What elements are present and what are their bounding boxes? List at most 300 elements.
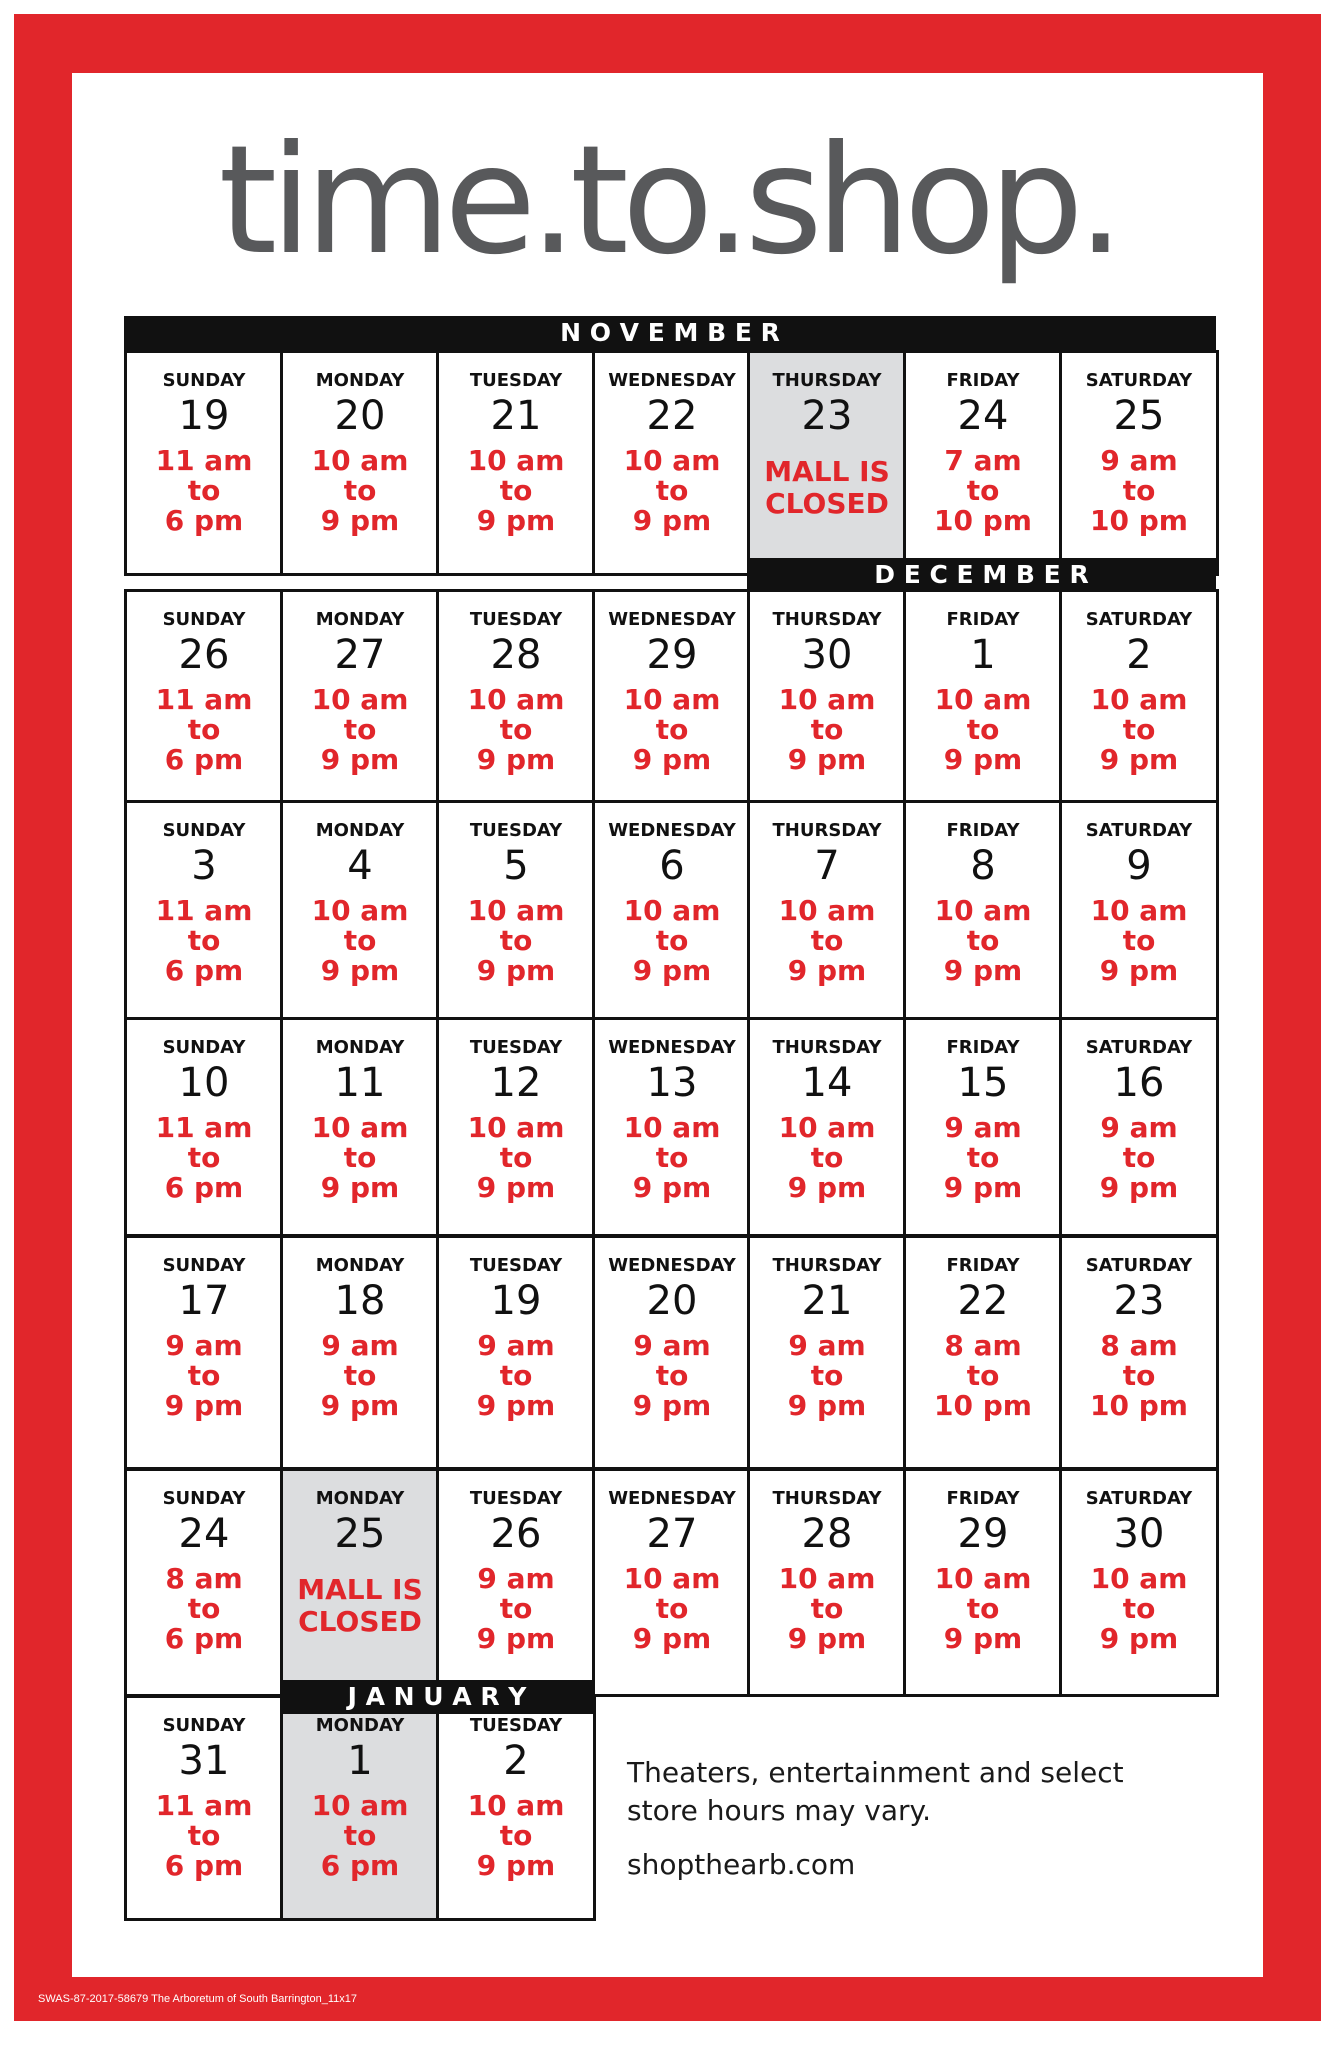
- date-number: 26: [490, 1511, 542, 1557]
- day-of-week-label: FRIDAY: [946, 820, 1020, 841]
- store-hours: [1062, 685, 1216, 775]
- store-hours-line: 9 pm: [320, 743, 400, 776]
- date-number: 28: [490, 632, 542, 678]
- store-hours-line: 9 pm: [632, 1389, 712, 1422]
- date-number: 18: [334, 1278, 386, 1324]
- store-hours-line: 9 pm: [632, 1171, 712, 1204]
- store-hours-line: 11 am: [155, 683, 253, 716]
- store-hours: [283, 1331, 437, 1421]
- website-link[interactable]: shopthearb.com: [627, 1848, 856, 1881]
- date-number: 8: [970, 843, 996, 889]
- store-hours-line: to: [966, 713, 1000, 746]
- calendar-day-cell: [592, 1017, 752, 1237]
- store-hours: [439, 685, 593, 775]
- store-hours-line: to: [187, 1592, 221, 1625]
- store-hours-line: 9 pm: [476, 1171, 556, 1204]
- calendar-day-cell: [436, 1017, 596, 1237]
- store-hours: [906, 446, 1060, 536]
- store-hours: [750, 1331, 904, 1421]
- day-of-week-label: WEDNESDAY: [608, 370, 736, 391]
- store-hours-line: to: [966, 474, 1000, 507]
- store-hours: [283, 1791, 437, 1881]
- day-of-week-label: THURSDAY: [772, 1488, 882, 1509]
- store-hours: [127, 1564, 281, 1654]
- store-hours-line: 10 am: [467, 1789, 565, 1822]
- store-hours-line: to: [187, 924, 221, 957]
- store-hours-line: 11 am: [155, 444, 253, 477]
- store-hours-line: 6 pm: [164, 743, 244, 776]
- calendar-day-cell: [124, 589, 284, 803]
- store-hours-line: to: [187, 1141, 221, 1174]
- date-number: 10: [178, 1060, 230, 1106]
- store-hours-line: 10 am: [778, 1562, 876, 1595]
- date-number: 6: [659, 843, 685, 889]
- store-hours-line: 10 am: [778, 1111, 876, 1144]
- calendar-day-cell: [1059, 800, 1219, 1020]
- mall-closed-notice: [750, 456, 904, 520]
- store-hours: [1062, 1564, 1216, 1654]
- store-hours-line: 9 pm: [1099, 743, 1179, 776]
- calendar-day-cell: [280, 800, 440, 1020]
- calendar-day-cell: [1059, 1017, 1219, 1237]
- store-hours-line: 6 pm: [320, 1849, 400, 1882]
- day-of-week-label: TUESDAY: [469, 1488, 563, 1509]
- store-hours-line: 9 pm: [476, 743, 556, 776]
- calendar-day-cell: [436, 589, 596, 803]
- calendar-day-cell: [903, 1235, 1063, 1470]
- month-band-january: J A N U A R Y: [280, 1680, 594, 1714]
- store-hours: [283, 896, 437, 986]
- store-hours: [595, 1564, 749, 1654]
- date-number: 29: [646, 632, 698, 678]
- date-number: 30: [801, 632, 853, 678]
- date-number: 27: [646, 1511, 698, 1557]
- store-hours: [439, 1331, 593, 1421]
- store-hours-line: 9 am: [477, 1562, 555, 1595]
- page-title: time.to.shop.: [218, 114, 1118, 288]
- store-hours-line: to: [810, 1141, 844, 1174]
- date-number: 22: [957, 1278, 1009, 1324]
- store-hours-line: to: [499, 924, 533, 957]
- store-hours: [906, 896, 1060, 986]
- store-hours-line: 9 pm: [1099, 1622, 1179, 1655]
- calendar-day-cell: [592, 1235, 752, 1470]
- calendar-day-cell: [436, 350, 596, 576]
- store-hours-line: 10 am: [623, 894, 721, 927]
- month-band-december: D E C E M B E R: [747, 558, 1216, 592]
- calendar-day-cell: [280, 1235, 440, 1470]
- store-hours: [1062, 896, 1216, 986]
- store-hours-line: to: [966, 1592, 1000, 1625]
- store-hours-line: to: [655, 924, 689, 957]
- day-of-week-label: SUNDAY: [162, 370, 246, 391]
- calendar-day-cell: [124, 800, 284, 1020]
- store-hours-line: 9 pm: [787, 1171, 867, 1204]
- store-hours-line: 9 pm: [632, 954, 712, 987]
- store-hours-line: 9 am: [477, 1329, 555, 1362]
- store-hours-line: 9 pm: [476, 1389, 556, 1422]
- day-of-week-label: SATURDAY: [1085, 609, 1193, 630]
- store-hours: [595, 1331, 749, 1421]
- store-hours-line: to: [343, 924, 377, 957]
- store-hours: [127, 1113, 281, 1203]
- store-hours-line: 9 am: [633, 1329, 711, 1362]
- store-hours: [127, 685, 281, 775]
- store-hours-line: 8 am: [944, 1329, 1022, 1362]
- calendar-day-cell: [436, 800, 596, 1020]
- store-hours-line: 9 pm: [787, 954, 867, 987]
- store-hours-line: to: [1122, 924, 1156, 957]
- store-hours-line: 10 am: [934, 683, 1032, 716]
- day-of-week-label: SATURDAY: [1085, 1255, 1193, 1276]
- day-of-week-label: MONDAY: [315, 1255, 405, 1276]
- store-hours: [439, 1113, 593, 1203]
- day-of-week-label: FRIDAY: [946, 609, 1020, 630]
- date-number: 7: [814, 843, 840, 889]
- store-hours-line: 9 pm: [632, 743, 712, 776]
- date-number: 31: [178, 1738, 230, 1784]
- store-hours-line: to: [499, 1359, 533, 1392]
- date-number: 17: [178, 1278, 230, 1324]
- store-hours-line: 10 am: [311, 683, 409, 716]
- store-hours: [750, 896, 904, 986]
- store-hours: [283, 1113, 437, 1203]
- date-number: 2: [503, 1738, 529, 1784]
- store-hours-line: 9 pm: [320, 1171, 400, 1204]
- store-hours-line: 10 am: [467, 894, 565, 927]
- calendar-day-cell: [124, 1695, 284, 1921]
- store-hours-line: 6 pm: [164, 1849, 244, 1882]
- calendar-day-cell: [280, 350, 440, 576]
- store-hours-note-line-1: Theaters, entertainment and select: [627, 1756, 1124, 1789]
- store-hours-line: to: [1122, 474, 1156, 507]
- store-hours-note-line-2: store hours may vary.: [627, 1794, 931, 1827]
- store-hours-line: 6 pm: [164, 504, 244, 537]
- date-number: 15: [957, 1060, 1009, 1106]
- day-of-week-label: FRIDAY: [946, 1488, 1020, 1509]
- store-hours-line: MALL IS: [297, 1573, 423, 1606]
- date-number: 20: [646, 1278, 698, 1324]
- store-hours: [750, 685, 904, 775]
- date-number: 30: [1113, 1511, 1165, 1557]
- date-number: 21: [801, 1278, 853, 1324]
- store-hours-line: 11 am: [155, 894, 253, 927]
- store-hours: [127, 896, 281, 986]
- date-number: 3: [191, 843, 217, 889]
- store-hours-line: 6 pm: [164, 1171, 244, 1204]
- store-hours-line: 10 am: [623, 1111, 721, 1144]
- calendar-day-cell: [1059, 589, 1219, 803]
- store-hours-line: 10 am: [623, 1562, 721, 1595]
- store-hours-line: 6 pm: [164, 1622, 244, 1655]
- store-hours-line: to: [810, 924, 844, 957]
- calendar-day-cell: [592, 800, 752, 1020]
- store-hours-line: to: [499, 713, 533, 746]
- store-hours-line: to: [343, 474, 377, 507]
- store-hours: [906, 1564, 1060, 1654]
- store-hours-line: to: [187, 474, 221, 507]
- date-number: 2: [1126, 632, 1152, 678]
- store-hours: [439, 1791, 593, 1881]
- store-hours-line: 9 pm: [943, 1171, 1023, 1204]
- calendar-day-cell: [747, 1017, 907, 1237]
- store-hours-line: 9 pm: [1099, 954, 1179, 987]
- day-of-week-label: THURSDAY: [772, 1255, 882, 1276]
- date-number: 13: [646, 1060, 698, 1106]
- store-hours-line: 9 pm: [787, 1389, 867, 1422]
- store-hours-line: 11 am: [155, 1789, 253, 1822]
- store-hours-line: 10 am: [623, 444, 721, 477]
- calendar-day-cell: [903, 800, 1063, 1020]
- date-number: 16: [1113, 1060, 1165, 1106]
- day-of-week-label: THURSDAY: [772, 370, 882, 391]
- calendar-day-cell: [436, 1468, 596, 1697]
- store-hours-line: to: [655, 474, 689, 507]
- calendar-day-cell: [903, 350, 1063, 576]
- day-of-week-label: FRIDAY: [946, 1255, 1020, 1276]
- store-hours: [595, 896, 749, 986]
- store-hours-line: 10 am: [623, 683, 721, 716]
- store-hours: [906, 685, 1060, 775]
- date-number: 24: [957, 393, 1009, 439]
- store-hours-line: to: [499, 1819, 533, 1852]
- calendar-day-cell: [592, 1468, 752, 1697]
- calendar-day-cell: [747, 1235, 907, 1470]
- calendar-day-cell: [1059, 1235, 1219, 1470]
- day-of-week-label: TUESDAY: [469, 1715, 563, 1736]
- store-hours-line: to: [1122, 713, 1156, 746]
- store-hours-line: 8 am: [165, 1562, 243, 1595]
- store-hours-line: 10 pm: [1090, 504, 1188, 537]
- store-hours-line: 10 am: [311, 444, 409, 477]
- day-of-week-label: WEDNESDAY: [608, 609, 736, 630]
- store-hours-line: 9 am: [1100, 1111, 1178, 1144]
- day-of-week-label: SATURDAY: [1085, 370, 1193, 391]
- day-of-week-label: SUNDAY: [162, 609, 246, 630]
- date-number: 23: [1113, 1278, 1165, 1324]
- date-number: 11: [334, 1060, 386, 1106]
- store-hours-line: 9 pm: [787, 743, 867, 776]
- store-hours-line: 9 pm: [320, 954, 400, 987]
- store-hours-line: 10 am: [1090, 1562, 1188, 1595]
- calendar-day-cell: [436, 1695, 596, 1921]
- store-hours-line: 10 am: [467, 444, 565, 477]
- store-hours-line: 10 am: [934, 1562, 1032, 1595]
- day-of-week-label: SUNDAY: [162, 820, 246, 841]
- date-number: 29: [957, 1511, 1009, 1557]
- store-hours-line: 10 am: [778, 683, 876, 716]
- store-hours-line: 9 pm: [476, 954, 556, 987]
- date-number: 5: [503, 843, 529, 889]
- store-hours-line: 10 am: [311, 1789, 409, 1822]
- store-hours-line: 10 am: [934, 894, 1032, 927]
- store-hours-line: 10 am: [311, 1111, 409, 1144]
- day-of-week-label: MONDAY: [315, 609, 405, 630]
- store-hours-line: 10 am: [1090, 894, 1188, 927]
- store-hours: [127, 446, 281, 536]
- store-hours-line: to: [810, 713, 844, 746]
- store-hours-line: 9 pm: [943, 743, 1023, 776]
- store-hours: [283, 685, 437, 775]
- date-number: 1: [970, 632, 996, 678]
- store-hours: [750, 1113, 904, 1203]
- day-of-week-label: MONDAY: [315, 820, 405, 841]
- store-hours-line: to: [655, 713, 689, 746]
- day-of-week-label: FRIDAY: [946, 1037, 1020, 1058]
- calendar-day-cell: [1059, 350, 1219, 576]
- day-of-week-label: TUESDAY: [469, 370, 563, 391]
- date-number: 26: [178, 632, 230, 678]
- store-hours-line: to: [343, 1141, 377, 1174]
- day-of-week-label: THURSDAY: [772, 1037, 882, 1058]
- store-hours-line: 9 pm: [943, 1622, 1023, 1655]
- footer-job-code: SWAS-87-2017-58679 The Arboretum of South Barrington_11x17: [38, 1993, 357, 2005]
- store-hours-line: to: [655, 1141, 689, 1174]
- calendar-day-cell: [903, 1468, 1063, 1697]
- store-hours: [439, 896, 593, 986]
- calendar-day-cell: [592, 589, 752, 803]
- store-hours-line: 10 am: [778, 894, 876, 927]
- store-hours: [906, 1331, 1060, 1421]
- store-hours-line: to: [343, 1359, 377, 1392]
- store-hours-line: to: [1122, 1141, 1156, 1174]
- store-hours: [1062, 1113, 1216, 1203]
- store-hours-line: 9 pm: [320, 1389, 400, 1422]
- store-hours-line: to: [655, 1359, 689, 1392]
- day-of-week-label: WEDNESDAY: [608, 1037, 736, 1058]
- store-hours: [595, 1113, 749, 1203]
- day-of-week-label: TUESDAY: [469, 1037, 563, 1058]
- store-hours: [906, 1113, 1060, 1203]
- store-hours-line: 7 am: [944, 444, 1022, 477]
- day-of-week-label: TUESDAY: [469, 820, 563, 841]
- store-hours-line: 9 am: [321, 1329, 399, 1362]
- day-of-week-label: WEDNESDAY: [608, 1255, 736, 1276]
- date-number: 9: [1126, 843, 1152, 889]
- store-hours-line: MALL IS: [764, 455, 890, 488]
- store-hours: [439, 1564, 593, 1654]
- store-hours-line: to: [187, 1819, 221, 1852]
- store-hours: [1062, 1331, 1216, 1421]
- store-hours-line: 11 am: [155, 1111, 253, 1144]
- store-hours-line: 10 pm: [1090, 1389, 1188, 1422]
- day-of-week-label: THURSDAY: [772, 609, 882, 630]
- date-number: 22: [646, 393, 698, 439]
- calendar-day-cell: [124, 350, 284, 576]
- store-hours-line: 9 pm: [1099, 1171, 1179, 1204]
- store-hours: [439, 446, 593, 536]
- day-of-week-label: SUNDAY: [162, 1037, 246, 1058]
- store-hours-line: 9 pm: [320, 504, 400, 537]
- day-of-week-label: MONDAY: [315, 1715, 405, 1736]
- store-hours-line: 10 pm: [934, 504, 1032, 537]
- store-hours-line: to: [499, 1592, 533, 1625]
- store-hours-line: to: [810, 1592, 844, 1625]
- store-hours-line: to: [966, 1141, 1000, 1174]
- day-of-week-label: SATURDAY: [1085, 1488, 1193, 1509]
- store-hours-line: CLOSED: [765, 487, 889, 520]
- calendar-day-cell: [124, 1235, 284, 1470]
- store-hours-line: to: [1122, 1359, 1156, 1392]
- date-number: 25: [334, 1511, 386, 1557]
- date-number: 28: [801, 1511, 853, 1557]
- day-of-week-label: TUESDAY: [469, 1255, 563, 1276]
- store-hours-line: 9 am: [1100, 444, 1178, 477]
- store-hours-line: 9 pm: [476, 504, 556, 537]
- store-hours-line: 9 am: [788, 1329, 866, 1362]
- store-hours-line: to: [343, 713, 377, 746]
- calendar-day-cell: [1059, 1468, 1219, 1697]
- calendar-day-cell: [747, 800, 907, 1020]
- day-of-week-label: SUNDAY: [162, 1715, 246, 1736]
- store-hours: [127, 1331, 281, 1421]
- date-number: 4: [347, 843, 373, 889]
- calendar-day-cell: [747, 350, 907, 576]
- calendar-day-cell: [436, 1235, 596, 1470]
- day-of-week-label: WEDNESDAY: [608, 1488, 736, 1509]
- date-number: 24: [178, 1511, 230, 1557]
- store-hours-line: 9 pm: [476, 1849, 556, 1882]
- date-number: 19: [490, 1278, 542, 1324]
- date-number: 25: [1113, 393, 1165, 439]
- store-hours-line: to: [1122, 1592, 1156, 1625]
- store-hours-line: to: [499, 474, 533, 507]
- store-hours-line: 9 pm: [632, 1622, 712, 1655]
- date-number: 19: [178, 393, 230, 439]
- store-hours-line: to: [187, 1359, 221, 1392]
- day-of-week-label: THURSDAY: [772, 820, 882, 841]
- day-of-week-label: SATURDAY: [1085, 820, 1193, 841]
- store-hours: [595, 446, 749, 536]
- store-hours-line: CLOSED: [298, 1605, 422, 1638]
- store-hours-line: 10 pm: [934, 1389, 1032, 1422]
- calendar-day-cell: [280, 1695, 440, 1921]
- calendar-day-cell: [280, 589, 440, 803]
- store-hours: [750, 1564, 904, 1654]
- month-band-november: N O V E M B E R: [124, 316, 1216, 350]
- day-of-week-label: SUNDAY: [162, 1255, 246, 1276]
- store-hours-line: 9 pm: [943, 954, 1023, 987]
- store-hours-line: 10 am: [467, 683, 565, 716]
- store-hours-line: 10 am: [1090, 683, 1188, 716]
- store-hours-line: 9 am: [944, 1111, 1022, 1144]
- date-number: 14: [801, 1060, 853, 1106]
- date-number: 12: [490, 1060, 542, 1106]
- day-of-week-label: MONDAY: [315, 1037, 405, 1058]
- store-hours-line: 6 pm: [164, 954, 244, 987]
- calendar-day-cell: [592, 350, 752, 576]
- date-number: 20: [334, 393, 386, 439]
- day-of-week-label: FRIDAY: [946, 370, 1020, 391]
- store-hours-line: 9 pm: [787, 1622, 867, 1655]
- store-hours-line: to: [343, 1819, 377, 1852]
- day-of-week-label: SATURDAY: [1085, 1037, 1193, 1058]
- calendar-day-cell: [747, 589, 907, 803]
- store-hours: [127, 1791, 281, 1881]
- calendar-day-cell: [124, 1017, 284, 1237]
- day-of-week-label: WEDNESDAY: [608, 820, 736, 841]
- store-hours-line: to: [187, 713, 221, 746]
- store-hours-line: 9 am: [165, 1329, 243, 1362]
- day-of-week-label: TUESDAY: [469, 609, 563, 630]
- store-hours-line: 9 pm: [632, 504, 712, 537]
- store-hours-line: to: [655, 1592, 689, 1625]
- day-of-week-label: SUNDAY: [162, 1488, 246, 1509]
- store-hours: [595, 685, 749, 775]
- date-number: 1: [347, 1738, 373, 1784]
- day-of-week-label: MONDAY: [315, 1488, 405, 1509]
- date-number: 23: [801, 393, 853, 439]
